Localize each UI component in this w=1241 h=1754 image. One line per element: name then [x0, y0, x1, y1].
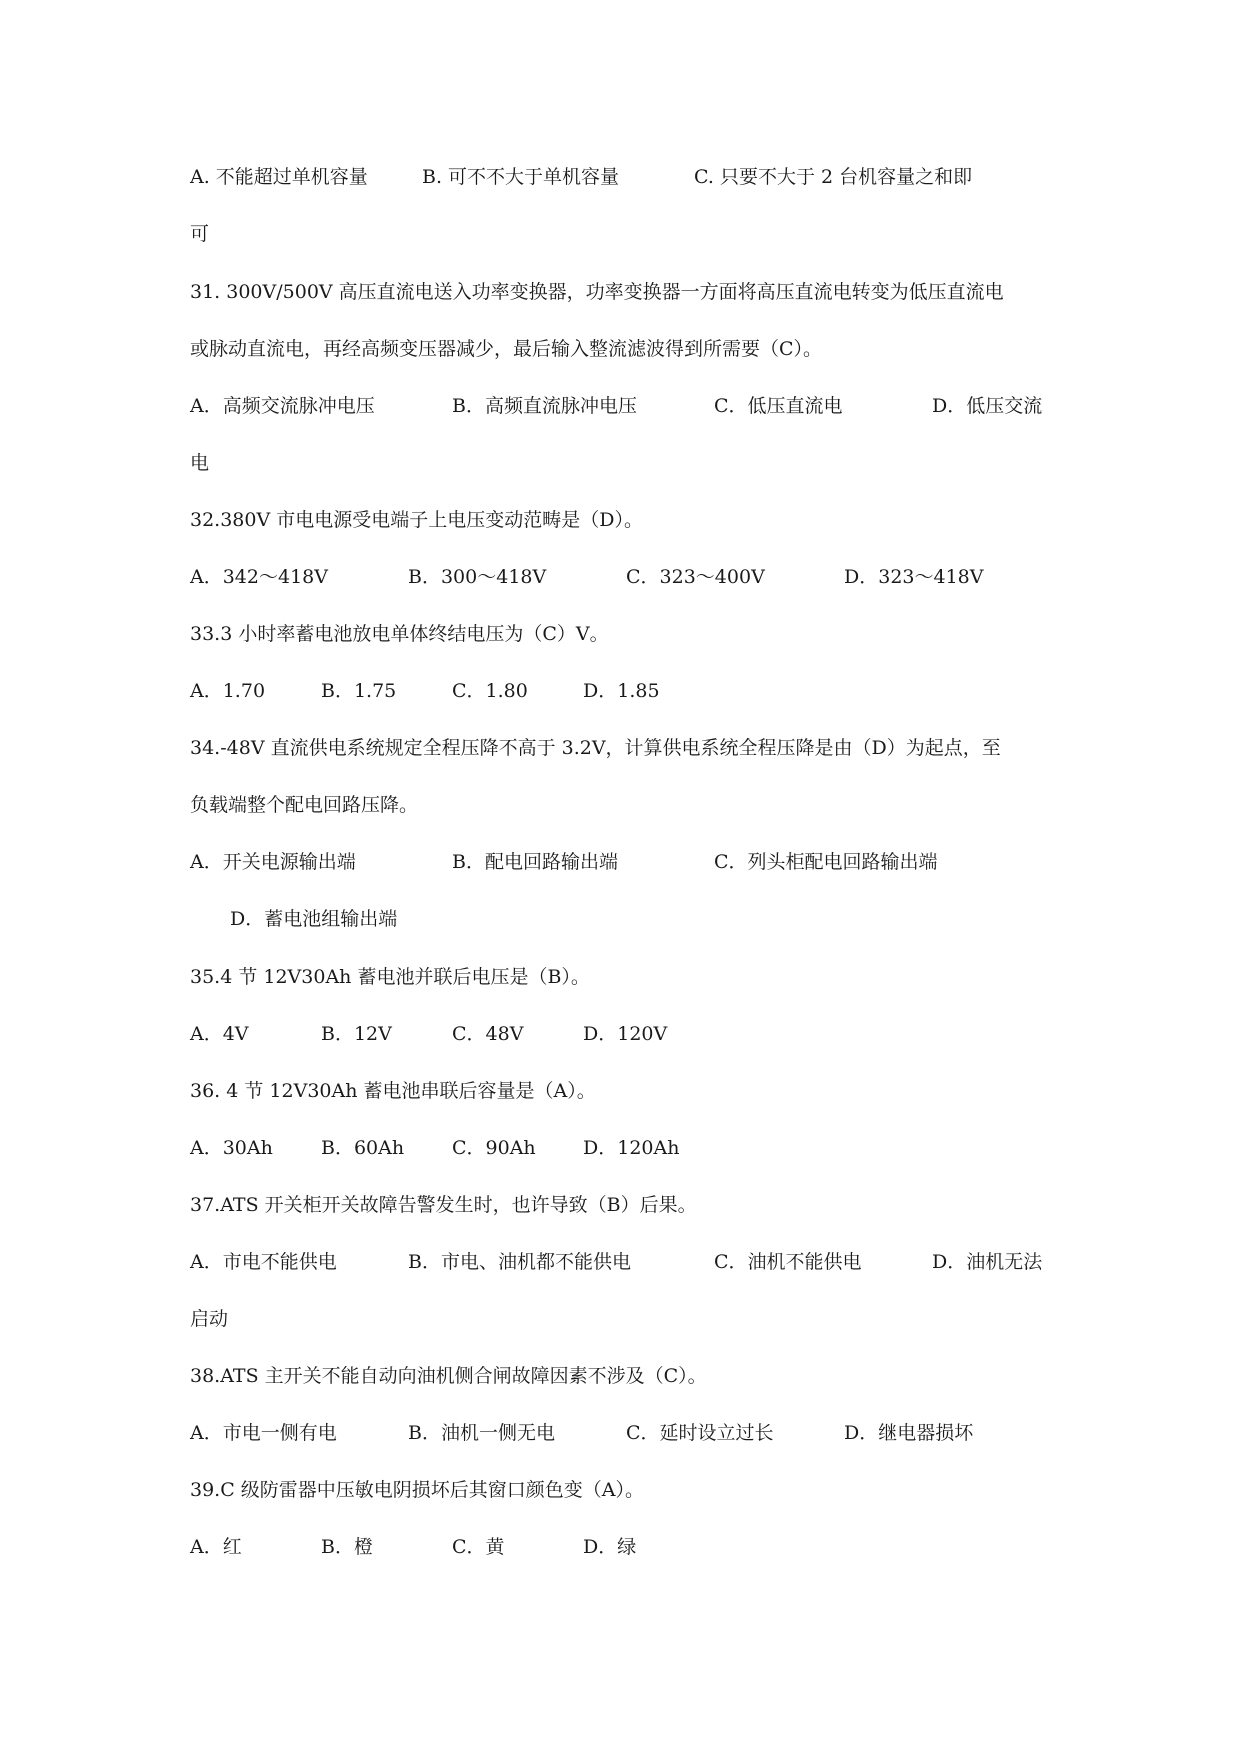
q30-options — [190, 159, 1060, 195]
question-37-stem: 37.ATS 开关柜开关故障告警发生时，也许导致（B）后果。 — [190, 1194, 697, 1216]
q36-options — [190, 1130, 1060, 1166]
option-c: C．90Ah — [452, 1137, 536, 1159]
q35-options — [190, 1016, 1060, 1052]
option-c: C．1.80 — [452, 680, 528, 702]
q34-options — [190, 844, 1060, 880]
option-d: D．1.85 — [583, 680, 660, 702]
option-c: C. 只要不大于 2 台机容量之和即 — [694, 166, 973, 188]
option-b: B．油机一侧无电 — [408, 1422, 555, 1444]
option-b: B．1.75 — [321, 680, 397, 702]
option-a: A．高频交流脉冲电压 — [190, 395, 375, 417]
option-d: D．323～418V — [844, 566, 984, 588]
option-c: C．低压直流电 — [714, 395, 843, 417]
option-c: C．323～400V — [626, 566, 765, 588]
option-c: C．延时设立过长 — [626, 1422, 774, 1444]
option-continuation: 启动 — [190, 1308, 229, 1330]
option-d: D．油机无法 — [932, 1251, 1043, 1273]
option-a: A．开关电源输出端 — [190, 851, 356, 873]
question-31-stem: 31. 300V/500V 高压直流电送入功率变换器，功率变换器一方面将高压直流电转变为低压直流电 — [190, 281, 1004, 303]
option-c: C．列头柜配电回路输出端 — [714, 851, 938, 873]
option-a: A．342～418V — [190, 566, 328, 588]
option-d: D．120Ah — [583, 1137, 680, 1159]
q33-options — [190, 673, 1060, 709]
option-d: D．120V — [583, 1023, 668, 1045]
option-b: B．橙 — [321, 1536, 373, 1558]
option-d: D．绿 — [583, 1536, 637, 1558]
option-a: A. 不能超过单机容量 — [190, 166, 368, 188]
option-d: D．蓄电池组输出端 — [230, 908, 398, 930]
option-a: A．1.70 — [190, 680, 266, 702]
question-34-stem: 34.-48V 直流供电系统规定全程压降不高于 3.2V，计算供电系统全程压降是由（D）为起点，至 — [190, 737, 1001, 759]
question-39-stem: 39.C 级防雷器中压敏电阴损坏后其窗口颜色变（A）。 — [190, 1479, 645, 1501]
option-a: A．30Ah — [190, 1137, 273, 1159]
option-d: D．低压交流 — [932, 395, 1043, 417]
option-c: C．48V — [452, 1023, 524, 1045]
question-36-stem: 36. 4 节 12V30Ah 蓄电池串联后容量是（A）。 — [190, 1080, 596, 1102]
question-35-stem: 35.4 节 12V30Ah 蓄电池并联后电压是（B）。 — [190, 966, 590, 988]
q31-options — [190, 388, 1060, 424]
q38-options — [190, 1415, 1060, 1451]
option-a: A．市电一侧有电 — [190, 1422, 337, 1444]
option-continuation: 可 — [190, 223, 210, 245]
option-b: B．市电、油机都不能供电 — [408, 1251, 631, 1273]
option-b: B．12V — [321, 1023, 392, 1045]
question-38-stem: 38.ATS 主开关不能自动向油机侧合闸故障因素不涉及（C）。 — [190, 1365, 707, 1387]
option-a: A．4V — [190, 1023, 249, 1045]
option-b: B．高频直流脉冲电压 — [452, 395, 637, 417]
option-b: B．配电回路输出端 — [452, 851, 618, 873]
q32-options — [190, 559, 1060, 595]
question-32-stem: 32.380V 市电电源受电端子上电压变动范畴是（D）。 — [190, 509, 643, 531]
option-c: C．油机不能供电 — [714, 1251, 862, 1273]
option-d: D．继电器损坏 — [844, 1422, 974, 1444]
option-a: A．市电不能供电 — [190, 1251, 337, 1273]
question-33-stem: 33.3 小时率蓄电池放电单体终结电压为（C）V。 — [190, 623, 609, 645]
option-a: A．红 — [190, 1536, 242, 1558]
q39-options — [190, 1529, 1060, 1565]
option-b: B．60Ah — [321, 1137, 405, 1159]
option-continuation: 电 — [190, 452, 210, 474]
q37-options — [190, 1244, 1060, 1280]
question-34-stem-cont: 负载端整个配电回路压降。 — [190, 794, 419, 816]
option-b: B. 可不不大于单机容量 — [422, 166, 620, 188]
question-31-stem-cont: 或脉动直流电，再经高频变压器减少，最后输入整流滤波得到所需要（C）。 — [190, 338, 823, 360]
option-c: C．黄 — [452, 1536, 505, 1558]
option-b: B．300～418V — [408, 566, 547, 588]
